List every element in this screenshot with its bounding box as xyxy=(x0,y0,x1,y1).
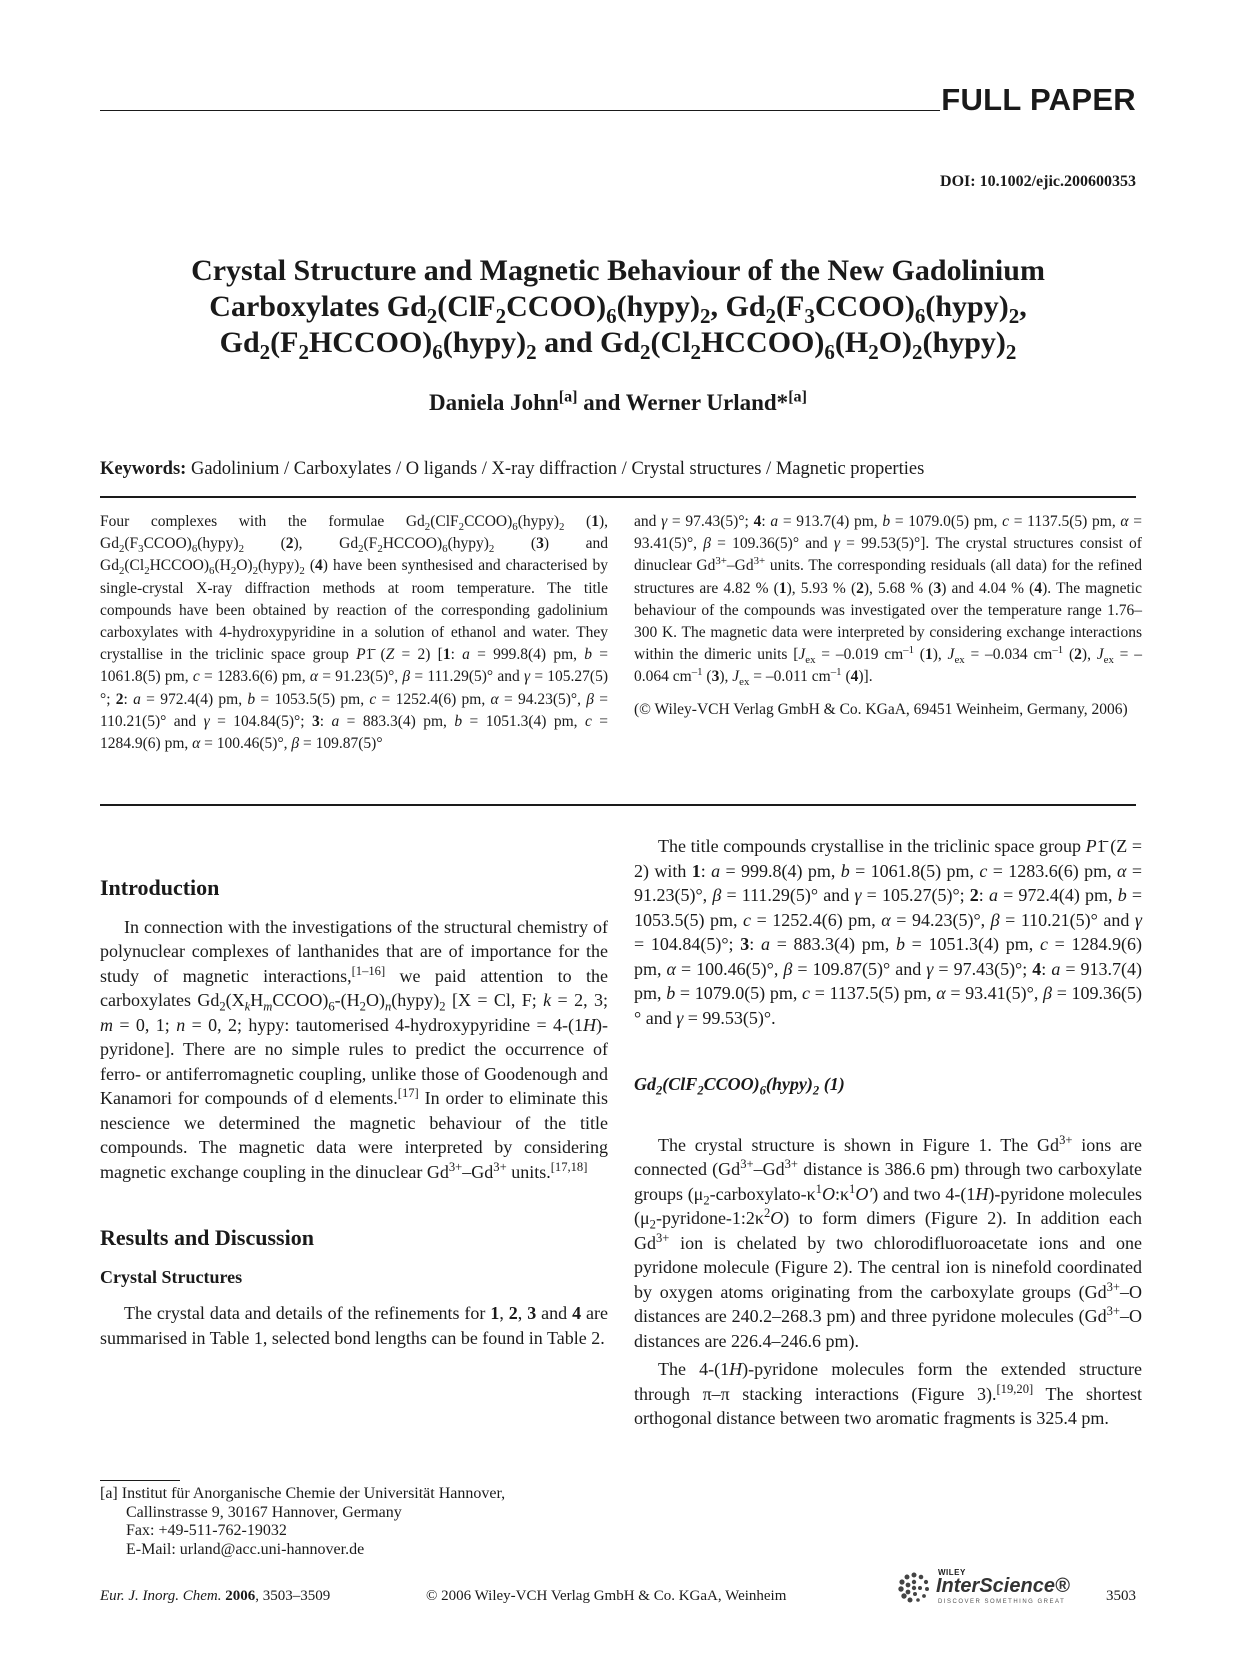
body-left-column xyxy=(100,876,608,1350)
footnote-rule xyxy=(100,1480,180,1481)
results-heading: Results and Discussion xyxy=(100,1225,314,1250)
author-1-affiliation: [a] xyxy=(558,388,578,406)
title-line-1: Crystal Structure and Magnetic Behaviour of the New Gadolinium xyxy=(191,254,1045,287)
footer-copyright: © 2006 Wiley-VCH Verlag GmbH & Co. KGaA, Weinheim xyxy=(426,1588,787,1604)
author-2: Werner Urland* xyxy=(625,390,789,415)
author-2-affiliation: [a] xyxy=(788,388,807,406)
globe-icon xyxy=(896,1570,932,1606)
abstract-text-part-2: and γ = 97.43(5)°; 4: a = 913.7(4) pm, b = 1079.0(5) pm, c = 1137.5(5) pm, α = 93.41(5)°, β = 109.36(5)° and γ = 99.53(5)°]. The crystal structures consist of dinuclear $Gd^{3+}-Gd^{3+}$ units. The corresponding residuals (all data) for the refined structures are 4.82 % (1), 5.93 % (2), 5.68 % (3) and 4.04 % (4). The magnetic behaviour of the compounds was investigated over the temperature range 1.76–300 K. The magnetic data were interpreted by considering exchange interactions within the dimeric units [$J_{ex} = -0.019$ $cm^{-1}$ (1), $J_{ex} = -0.034$ $cm^{-1}$ (2), $J_{ex} = -0.064$ $cm^{-1}$ (3), $J_{ex} = -0.011$ $cm^{-1}$ (4)]. xyxy=(634,513,1143,689)
introduction-heading: Introduction xyxy=(100,875,220,900)
compound-1-heading: $Gd_2(ClF_2CCOO)_6(hypy)_2$ (1) xyxy=(634,1074,845,1098)
introduction-paragraph: In connection with the investigations of the structural chemistry of polynuclear complexes of lanthanides that are of importance for the study of magnetic interactions,[1–16] we paid attention to the carboxylates $Gd_2(X_kH_mCCOO)_6-(H_2O)_n(hypy)_2$ [X = Cl, F; k = 2, 3; m = 0, 1; n = 0, 2; hypy: tautomerised 4-hydroxypyridine = 4-(1H)-pyridone]. There are no simple rules to predict the occurrence of ferro- or antiferromagnetic coupling, unlike those of Goodenough and Kanamori for compounds of d elements.[17] In order to eliminate this nescience we determined the magnetic behaviour of the title compounds. The magnetic data were interpreted by considering magnetic exchange coupling in the dinuclear $Gd^{3+}-Gd^{3+}$ units.[17,18] xyxy=(100,916,608,1182)
author-1: Daniela John xyxy=(429,390,559,415)
crystal-structures-heading: Crystal Structures xyxy=(100,1266,243,1287)
footnote-line-2: Callinstrasse 9, 30167 Hannover, Germany xyxy=(126,1503,402,1521)
header-rule xyxy=(100,110,940,111)
footnote-line-4: E-Mail: urland@acc.uni-hannover.de xyxy=(126,1540,365,1558)
author-conjunction: and xyxy=(577,390,626,415)
abstract-left-column xyxy=(100,511,608,755)
page-number: 3503 xyxy=(1106,1588,1136,1604)
logo-tagline: DISCOVER SOMETHING GREAT xyxy=(938,1599,1066,1605)
keywords-label: Keywords: xyxy=(100,459,187,479)
abstract-text-part-1: Four complexes with the formulae $Gd_2(ClF_2CCOO)_6(hypy)_2$ (1), $Gd_2(F_3CCOO)_6(hypy)_2$ (2), $Gd_2(F_2HCCOO)_6(hypy)_2$ (3) and $Gd_2(Cl_2HCCOO)_6(H_2O)_2(hypy)_2$ (4) have been synthesised and characterised by single-crystal X-ray diffraction methods at room temperature. The title compounds have been obtained by reaction of the corresponding gadolinium carboxylates with 4-hydroxypyridine in a solution of ethanol and water. They crystallise in the triclinic space group P1̄ (Z = 2) [1: a = 999.8(4) pm, b = 1061.8(5) pm, c = 1283.6(6) pm, α = 91.23(5)°, β = 111.29(5)° and γ = 105.27(5)°; 2: a = 972.4(4) pm, b = 1053.5(5) pm, c = 1252.4(6) pm, α = 94.23(5)°, β = 110.21(5)° and γ = 104.84(5)°; 3: a = 883.3(4) pm, b = 1051.3(4) pm, c = 1284.9(6) pm, α = 100.46(5)°, β = 109.87(5)° xyxy=(100,513,609,753)
abstract-right-column xyxy=(634,511,1142,721)
title-line-2: Carboxylates $Gd_2(ClF_2CCOO)_6(hypy)_2$, $Gd_2(F_3CCOO)_6(hypy)_2$, xyxy=(209,290,1027,328)
logo-interscience-text: InterScience® xyxy=(936,1575,1070,1597)
abstract-top-rule xyxy=(100,496,1136,498)
keywords-text: Gadolinium / Carboxylates / O ligands / X-ray diffraction / Crystal structures / Magnetic properties xyxy=(190,459,925,479)
crystal-structures-paragraph: The crystal data and details of the refinements for 1, 2, 3 and 4 are summarised in Table 1, selected bond lengths can be found in Table 2. xyxy=(100,1303,609,1348)
footer-journal-citation xyxy=(100,1588,330,1605)
cell-parameters-paragraph: The title compounds crystallise in the triclinic space group P1̄ (Z = 2) with 1: a = 999.8(4) pm, b = 1061.8(5) pm, c = 1283.6(6) pm, α = 91.23(5)°, β = 111.29(5)° and γ = 105.27(5)°; 2: a = 972.4(4) pm, b = 1053.5(5) pm, c = 1252.4(6) pm, α = 94.23(5)°, β = 110.21(5)° and γ = 104.84(5)°; 3: a = 883.3(4) pm, b = 1051.3(4) pm, c = 1284.9(6) pm, α = 100.46(5)°, β = 109.87(5)° and γ = 97.43(5)°; 4: a = 913.7(4) pm, b = 1079.0(5) pm, c = 1137.5(5) pm, α = 93.41(5)°, β = 109.36(5)° and γ = 99.53(5)°. xyxy=(634,836,1143,1028)
article-type-label: FULL PAPER xyxy=(941,82,1136,117)
compound-1-paragraph-2: The 4-(1H)-pyridone molecules form the extended structure through π–π stacking interactions (Figure 3).[19,20] The shortest orthogonal distance between two aromatic fragments is 325.4 pm. xyxy=(634,1359,1142,1428)
article-title xyxy=(100,253,1136,364)
abstract-copyright: (© Wiley-VCH Verlag GmbH & Co. KGaA, 69451 Weinheim, Germany, 2006) xyxy=(634,700,1128,718)
logo-wiley-text: WILEY xyxy=(938,1568,966,1577)
compound-1-paragraph-1: The crystal structure is shown in Figure 1. The $Gd^{3+}$ ions are connected ($Gd^{3+}-Gd^{3+}$ distance is 386.6 pm) through two carboxylate groups $(\mu_2-carboxylato-\kappa^1O:\kappa^1O')$ and two 4-(1H)-pyridone molecules $(\mu_2-pyridone-1:2\kappa^2O)$ to form dimers (Figure 2). In addition each $Gd^{3+}$ ion is chelated by two chlorodifluoroacetate ions and one pyridone molecule (Figure 2). The central ion is ninefold coordinated by oxygen atoms originating from the carboxylate groups ($Gd^{3+}-O$ distances are 240.2–268.3 pm) and three pyridone molecules ($Gd^{3+}-O$ distances are 226.4–246.6 pm). xyxy=(634,1132,1142,1351)
footer-journal-name: Eur. J. Inorg. Chem. xyxy=(100,1588,222,1604)
keywords xyxy=(100,459,1136,480)
abstract-bottom-rule xyxy=(100,804,1136,806)
footer-pages: , 3503–3509 xyxy=(255,1588,331,1604)
affiliation-footnote xyxy=(100,1485,505,1559)
footnote-line-1: [a] Institut für Anorganische Chemie der Universität Hannover, xyxy=(100,1485,506,1502)
title-line-3: $Gd_2(F_2HCCOO)_6(hypy)_2$ and $Gd_2(Cl_2HCCOO)_6(H_2O)_2(hypy)_2$ xyxy=(219,326,1017,364)
interscience-logo xyxy=(896,1566,1070,1610)
footer-year: 2006 xyxy=(225,1588,256,1604)
body-right-column xyxy=(634,836,1143,1431)
footnote-line-3: Fax: +49-511-762-19032 xyxy=(126,1522,287,1539)
author-line xyxy=(100,390,1136,416)
doi: DOI: 10.1002/ejic.200600353 xyxy=(940,173,1136,190)
